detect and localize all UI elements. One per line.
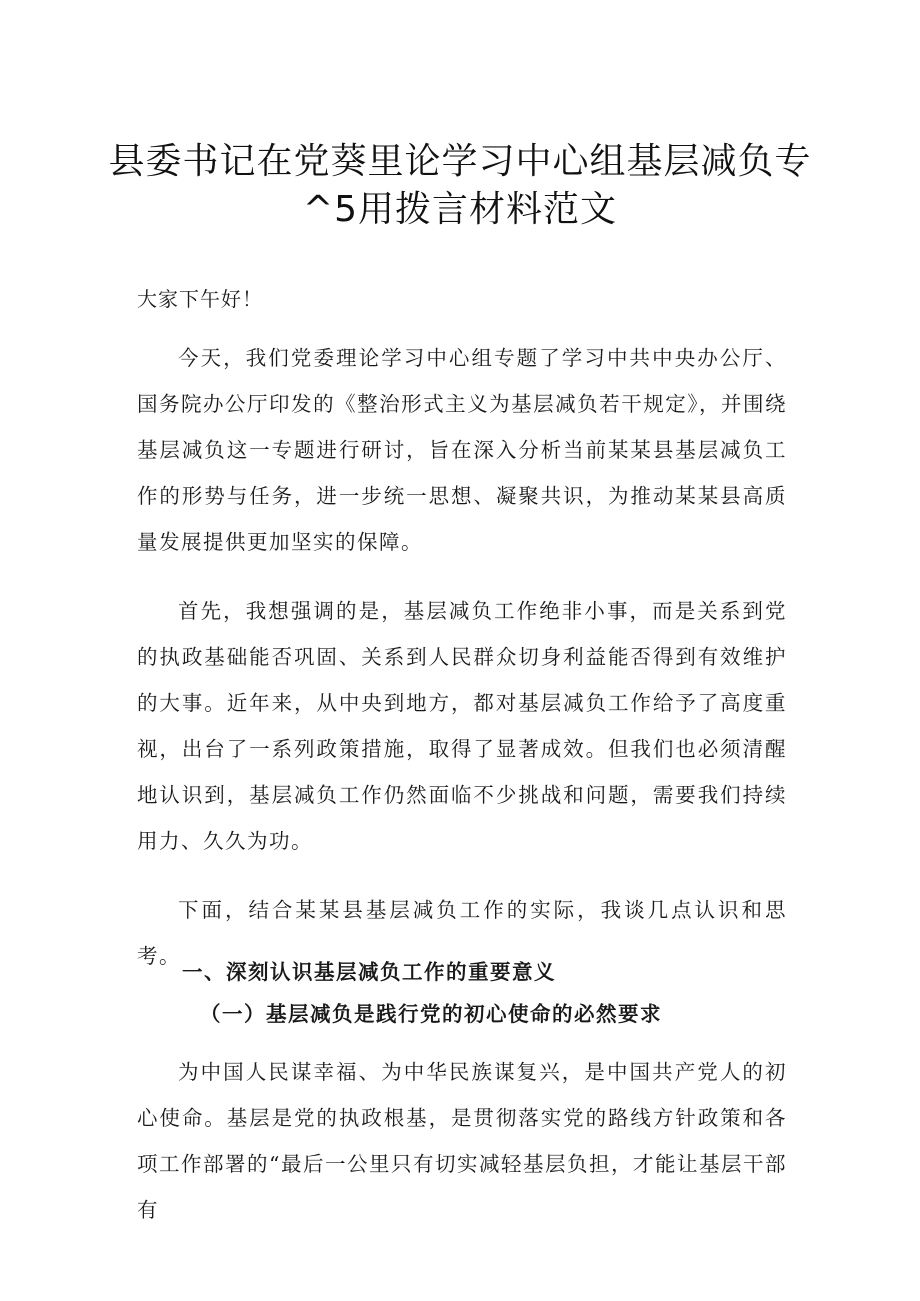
- document-title-line-1: 县委书记在党葵里论学习中心组基层减负专: [108, 141, 812, 182]
- paragraph-3: 下面，结合某某县基层减负工作的实际，我谈几点认识和思考。: [137, 898, 787, 968]
- subsection-heading: （一）基层减负是践行党的初心使命的必然要求: [200, 1002, 662, 1026]
- greeting: 大家下午好！: [137, 287, 263, 311]
- paragraph-4: 为中国人民谋幸福、为中华民族谋复兴，是中国共产党人的初心使命。基层是党的执政根基，是贯彻落实党的路线方针政策和各项工作部署的“最后一公里只有切实减轻基层负担，才能让基层干部有: [137, 1060, 787, 1222]
- paragraph-1: 今天，我们党委理论学习中心组专题了学习中共中央办公厅、国务院办公厅印发的《整治形式主义为基层减负若干规定》，并围绕基层减负这一专题进行研讨，旨在深入分析当前某某县基层减负工作的形势与任务，进一步统一思想、凝聚共识，为推动某某县高质量发展提供更加坚实的保障。: [137, 346, 787, 554]
- document-title-line-2: ^5用拨言材料范文: [302, 189, 618, 230]
- paragraph-2: 首先，我想强调的是，基层减负工作绝非小事，而是关系到党的执政基础能否巩固、关系到人民群众切身利益能否得到有效维护的大事。近年来，从中央到地方，都对基层减负工作给予了高度重视，出台了一系列政策措施，取得了显著成效。但我们也必须清醒地认识到，基层减负工作仍然面临不少挑战和问题，需要我们持续用力、久久为功。: [137, 599, 787, 853]
- section-heading: 一、深刻认识基层减负工作的重要意义: [182, 960, 556, 984]
